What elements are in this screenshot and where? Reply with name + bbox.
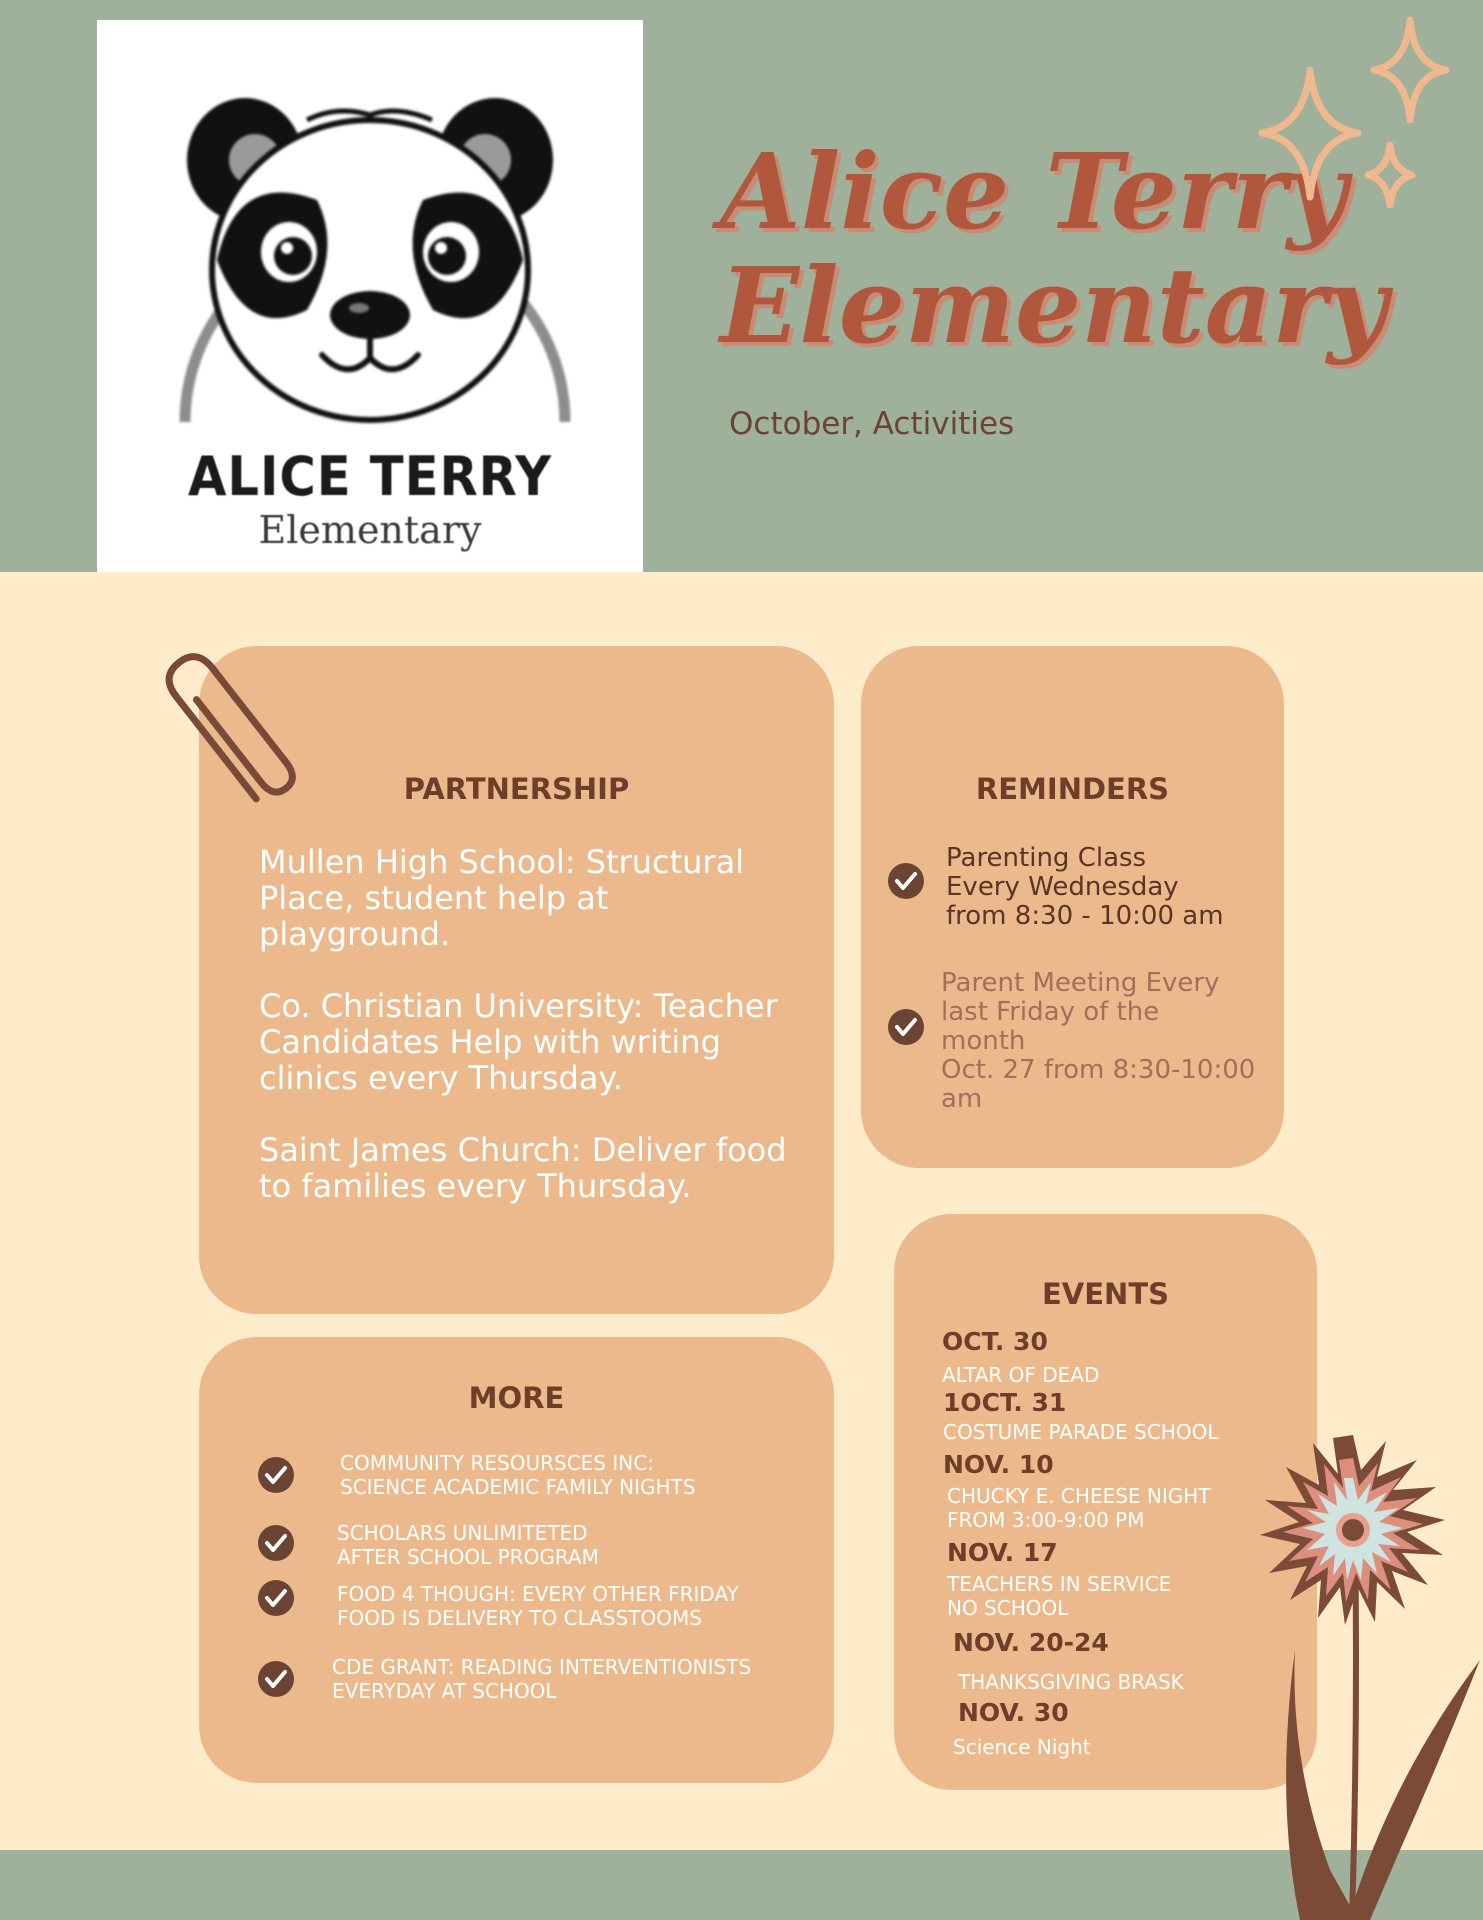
events-heading: EVENTS bbox=[1041, 1277, 1169, 1311]
event-description: THANKSGIVING BRASK bbox=[958, 1670, 1184, 1694]
check-icon bbox=[258, 1661, 294, 1697]
reminder-line: Parent Meeting Every bbox=[941, 968, 1220, 998]
more-line: EVERYDAY AT SCHOOL bbox=[332, 1679, 557, 1703]
check-icon bbox=[888, 1009, 924, 1045]
school-title-line1: Alice Terry bbox=[720, 130, 1348, 253]
page-subtitle: October, Activities bbox=[729, 406, 1015, 442]
event-date: NOV. 30 bbox=[958, 1698, 1069, 1727]
event-description bbox=[947, 1484, 1211, 1532]
check-icon bbox=[258, 1457, 294, 1493]
flower-illustration bbox=[1240, 1420, 1483, 1920]
event-description: ALTAR OF DEAD bbox=[942, 1363, 1100, 1387]
logo-wordmark-sub: Elementary bbox=[258, 508, 482, 552]
event-date: NOV. 10 bbox=[943, 1450, 1054, 1479]
event-line: TEACHERS IN SERVICE bbox=[947, 1572, 1172, 1596]
more-line: COMMUNITY RESOURSCES INC: bbox=[340, 1451, 654, 1475]
partnership-item: Co. Christian University: Teacher Candidates Help with writing clinics every Thursday. bbox=[259, 987, 778, 1097]
reminders-card bbox=[861, 646, 1284, 1168]
more-item bbox=[337, 1582, 739, 1630]
event-line: NO SCHOOL bbox=[947, 1596, 1069, 1620]
event-date: NOV. 17 bbox=[947, 1538, 1058, 1567]
more-item bbox=[340, 1451, 695, 1499]
reminder-line: Every Wednesday bbox=[946, 872, 1179, 902]
reminder-line: month bbox=[941, 1026, 1026, 1056]
more-line: SCIENCE ACADEMIC FAMILY NIGHTS bbox=[340, 1475, 696, 1499]
sparkle-icon bbox=[1250, 15, 1483, 245]
partnership-item: Mullen High School: Structural Place, student help at playground. bbox=[259, 843, 745, 953]
reminder-line: from 8:30 - 10:00 am bbox=[946, 901, 1224, 931]
check-icon bbox=[888, 863, 924, 899]
more-line: CDE GRANT: READING INTERVENTIONISTS bbox=[332, 1655, 752, 1679]
reminder-line: Oct. 27 from 8:30-10:00 bbox=[941, 1055, 1256, 1085]
reminder-line: Parenting Class bbox=[946, 843, 1147, 873]
paperclip-icon bbox=[155, 640, 305, 815]
event-line: CHUCKY E. CHEESE NIGHT bbox=[947, 1484, 1211, 1508]
reminders-heading: REMINDERS bbox=[975, 772, 1170, 806]
more-line: AFTER SCHOOL PROGRAM bbox=[337, 1545, 599, 1569]
logo-wordmark-main: ALICE TERRY bbox=[187, 445, 553, 508]
event-date: OCT. 30 bbox=[942, 1327, 1048, 1356]
more-item bbox=[332, 1655, 751, 1703]
event-description: Science Night bbox=[953, 1735, 1091, 1759]
reminder-line: last Friday of the bbox=[941, 997, 1160, 1027]
check-icon bbox=[258, 1580, 294, 1616]
partnership-item: Saint James Church: Deliver food to families every Thursday. bbox=[259, 1131, 787, 1205]
more-line: SCHOLARS UNLIMITETED bbox=[337, 1521, 588, 1545]
event-description bbox=[947, 1572, 1171, 1620]
school-title-line2: Elementary bbox=[720, 244, 1388, 367]
more-heading: MORE bbox=[468, 1381, 565, 1415]
reminder-item-parent-meeting bbox=[941, 969, 1255, 1114]
reminder-item-parenting-class bbox=[946, 844, 1224, 931]
check-icon bbox=[258, 1525, 294, 1561]
more-item bbox=[337, 1521, 599, 1569]
event-description: COSTUME PARADE SCHOOL bbox=[943, 1420, 1219, 1444]
more-card bbox=[199, 1337, 834, 1783]
more-line: FOOD 4 THOUGH: EVERY OTHER FRIDAY bbox=[337, 1582, 739, 1606]
event-date: NOV. 20-24 bbox=[953, 1628, 1109, 1657]
more-line: FOOD IS DELIVERY TO CLASSTOOMS bbox=[337, 1606, 702, 1630]
event-line: FROM 3:00-9:00 PM bbox=[947, 1508, 1145, 1532]
reminder-line: am bbox=[941, 1084, 983, 1114]
school-logo bbox=[97, 20, 643, 572]
event-date: 1OCT. 31 bbox=[943, 1388, 1067, 1417]
partnership-heading: PARTNERSHIP bbox=[403, 772, 630, 806]
